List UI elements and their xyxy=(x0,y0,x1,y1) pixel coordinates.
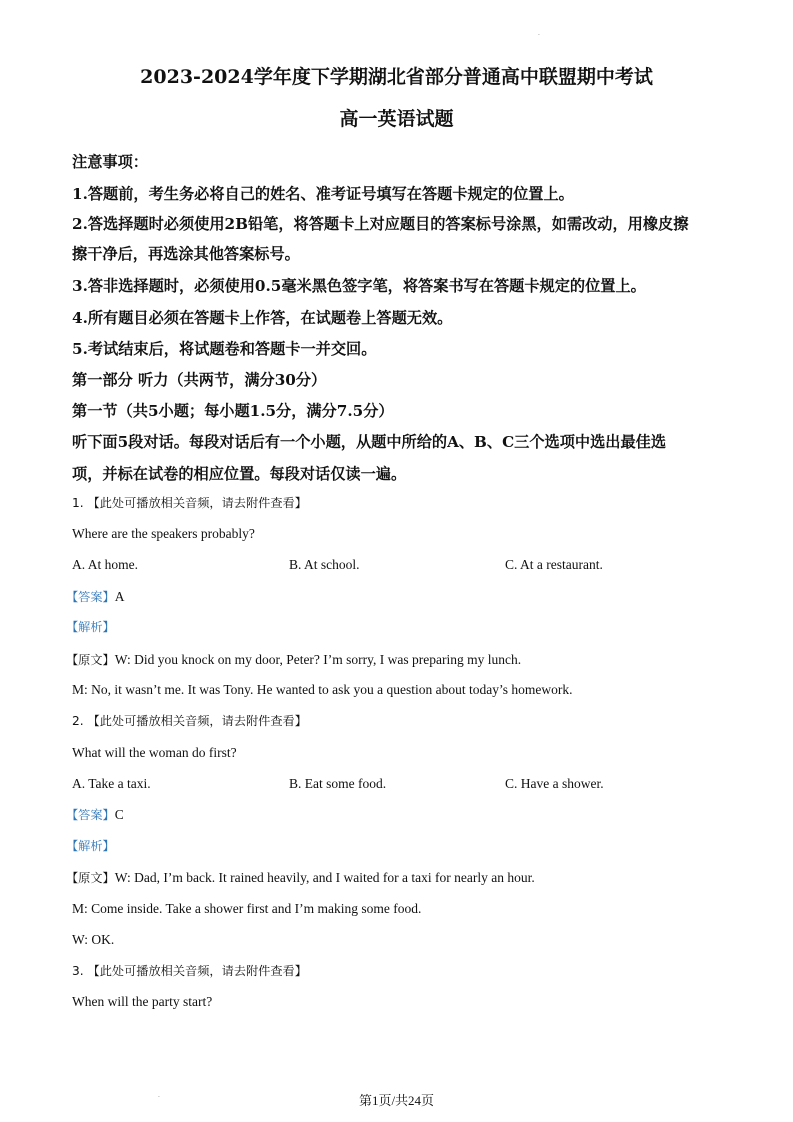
q3-question: When will the party start? xyxy=(72,994,213,1009)
q2-answer-value: C xyxy=(114,807,124,822)
page-number: 第1页/共24页 xyxy=(358,1093,435,1108)
exam-subtitle: 高一英语试题 xyxy=(339,108,454,130)
q3-audio-link[interactable]: 3. 【此处可播放相关音频，请去附件查看】 xyxy=(72,964,307,978)
q1-answer xyxy=(66,588,125,605)
scan-dot: . xyxy=(158,1092,160,1099)
q2-line1-text: W: Dad, I’m back. It rained heavily, and I waited for a taxi for nearly an hour. xyxy=(114,870,535,885)
q2-transcript-line3: W: OK. xyxy=(72,932,115,947)
q1-answer-value: A xyxy=(114,589,125,604)
q2-analysis-label: 【解析】 xyxy=(66,839,115,853)
q1-option-a: A. At home. xyxy=(72,557,138,572)
q1-option-c: C. At a restaurant. xyxy=(505,557,603,572)
q2-option-a: A. Take a taxi. xyxy=(72,776,151,791)
q1-analysis-label: 【解析】 xyxy=(66,620,115,634)
q1-audio-link[interactable]: 1. 【此处可播放相关音频，请去附件查看】 xyxy=(72,496,307,510)
note-3: 3.答非选择题时，必须使用0.5毫米黑色签字笔，将答案书写在答题卡规定的位置上。 xyxy=(72,277,646,295)
scan-dot: . xyxy=(538,30,540,37)
q2-transcript-line2: M: Come inside. Take a shower first and I’m making some food. xyxy=(72,901,422,916)
q2-transcript-line1 xyxy=(66,869,535,886)
q1-orig-label: 【原文】 xyxy=(66,653,115,667)
note-2a: 2.答选择题时必须使用2B铅笔，将答题卡上对应题目的答案标号涂黑，如需改动，用橡皮擦 xyxy=(72,215,689,233)
q2-question: What will the woman do first? xyxy=(72,745,237,760)
notes-heading: 注意事项： xyxy=(72,153,148,171)
q2-orig-label: 【原文】 xyxy=(66,871,115,885)
q2-option-c: C. Have a shower. xyxy=(505,776,604,791)
q1-transcript-line2: M: No, it wasn’t me. It was Tony. He wanted to ask you a question about today’s homework. xyxy=(72,682,573,697)
instructions-a: 听下面5段对话。每段对话后有一个小题，从题中所给的A、B、C三个选项中选出最佳选 xyxy=(72,433,667,451)
exam-title: 2023-2024学年度下学期湖北省部分普通高中联盟期中考试 xyxy=(140,66,653,88)
q1-question: Where are the speakers probably? xyxy=(72,526,255,541)
note-4: 4.所有题目必须在答题卡上作答，在试题卷上答题无效。 xyxy=(72,309,453,327)
q1-option-b: B. At school. xyxy=(289,557,360,572)
q1-line1-text: W: Did you knock on my door, Peter? I’m sorry, I was preparing my lunch. xyxy=(114,652,522,667)
q2-answer xyxy=(66,806,124,823)
section1-heading: 第一节（共5小题；每小题1.5分，满分7.5分） xyxy=(72,402,394,420)
q1-transcript-line1 xyxy=(66,651,521,668)
part1-heading: 第一部分 听力（共两节，满分30分） xyxy=(72,371,327,389)
instructions-b: 项，并标在试卷的相应位置。每段对话仅读一遍。 xyxy=(72,465,407,483)
note-2b: 擦干净后，再选涂其他答案标号。 xyxy=(72,245,300,263)
q2-option-b: B. Eat some food. xyxy=(289,776,387,791)
note-1: 1.答题前，考生务必将自己的姓名、准考证号填写在答题卡规定的位置上。 xyxy=(72,185,574,203)
note-5: 5.考试结束后，将试题卷和答题卡一并交回。 xyxy=(72,340,377,358)
q2-audio-link[interactable]: 2. 【此处可播放相关音频，请去附件查看】 xyxy=(72,714,307,728)
q2-answer-label: 【答案】 xyxy=(66,808,115,822)
q1-answer-label: 【答案】 xyxy=(66,590,115,604)
